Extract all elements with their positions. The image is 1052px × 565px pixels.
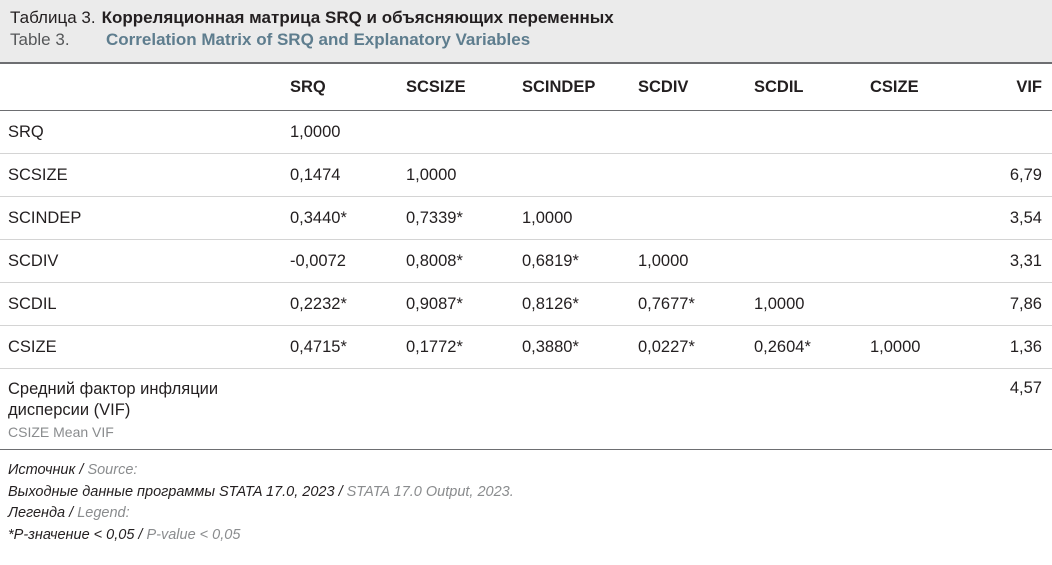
row-label: SCDIV: [0, 240, 290, 283]
cell-scdiv: 0,7677*: [638, 283, 754, 326]
column-header-rowlabel: [0, 63, 290, 111]
table-row: [0, 111, 1052, 154]
cell-scdil: [754, 240, 870, 283]
column-header-srq: SRQ: [290, 63, 406, 111]
cell-vif: 3,54: [986, 197, 1052, 240]
cell-scdil: [754, 154, 870, 197]
row-label: SCSIZE: [0, 154, 290, 197]
note-pvalue-ru: *P-значение < 0,05 /: [8, 526, 147, 543]
note-source-detail-en: STATA 17.0 Output, 2023.: [346, 483, 514, 500]
correlation-matrix-table: [0, 62, 1052, 450]
cell-scsize: 0,7339*: [406, 197, 522, 240]
cell-scindep: 0,3880*: [522, 326, 638, 369]
cell-scdiv: 1,0000: [638, 240, 754, 283]
cell-scsize: 0,8008*: [406, 240, 522, 283]
cell-vif: 3,31: [986, 240, 1052, 283]
note-source-detail-ru: Выходные данные программы STATA 17.0, 2023 /: [8, 483, 347, 500]
summary-empty-3: [522, 369, 638, 450]
cell-scsize: 1,0000: [406, 154, 522, 197]
cell-scindep: 0,6819*: [522, 240, 638, 283]
row-label: CSIZE: [0, 326, 290, 369]
cell-scsize: 0,9087*: [406, 283, 522, 326]
note-pvalue: [8, 525, 1044, 547]
cell-csize: [870, 197, 986, 240]
note-pvalue-en: P-value < 0,05: [146, 526, 241, 543]
table-row: [0, 154, 1052, 197]
cell-scindep: [522, 154, 638, 197]
row-label: SCINDEP: [0, 197, 290, 240]
table-notes: [0, 450, 1052, 546]
caption-label-en: Table 3.: [10, 30, 70, 49]
cell-srq: 1,0000: [290, 111, 406, 154]
summary-empty-1: [290, 369, 406, 450]
row-label: SRQ: [0, 111, 290, 154]
cell-srq: 0,3440*: [290, 197, 406, 240]
column-header-csize: CSIZE: [870, 63, 986, 111]
cell-vif: 6,79: [986, 154, 1052, 197]
summary-label-en: CSIZE Mean VIF: [8, 424, 114, 440]
cell-csize: [870, 111, 986, 154]
cell-vif: 1,36: [986, 326, 1052, 369]
table-caption: [0, 0, 1052, 62]
table-row: [0, 240, 1052, 283]
cell-scdil: [754, 197, 870, 240]
cell-scdiv: [638, 154, 754, 197]
cell-scdiv: [638, 197, 754, 240]
cell-vif: [986, 111, 1052, 154]
cell-csize: [870, 240, 986, 283]
header-row: [0, 63, 1052, 111]
column-header-scdiv: SCDIV: [638, 63, 754, 111]
table-row: [0, 283, 1052, 326]
column-header-scsize: SCSIZE: [406, 63, 522, 111]
summary-label-ru: Средний фактор инфляции дисперсии (VIF): [8, 380, 219, 419]
cell-srq: 0,2232*: [290, 283, 406, 326]
cell-csize: [870, 154, 986, 197]
summary-empty-2: [406, 369, 522, 450]
note-source-detail: [8, 482, 1044, 504]
table-header: [0, 63, 1052, 111]
caption-title-ru: Корреляционная матрица SRQ и объясняющих переменных: [101, 8, 614, 27]
caption-title-en: Correlation Matrix of SRQ and Explanatory Variables: [106, 30, 531, 49]
cell-srq: -0,0072: [290, 240, 406, 283]
note-source-en: Source:: [87, 462, 138, 478]
note-legend-en: Legend:: [77, 505, 130, 521]
cell-vif: 7,86: [986, 283, 1052, 326]
cell-csize: [870, 283, 986, 326]
summary-empty-6: [870, 369, 986, 450]
summary-row: [0, 369, 1052, 450]
summary-empty-4: [638, 369, 754, 450]
cell-scsize: 0,1772*: [406, 326, 522, 369]
cell-scdiv: 0,0227*: [638, 326, 754, 369]
summary-empty-5: [754, 369, 870, 450]
cell-srq: 0,4715*: [290, 326, 406, 369]
cell-scdiv: [638, 111, 754, 154]
column-header-scdil: SCDIL: [754, 63, 870, 111]
note-source: [8, 460, 1044, 482]
summary-label-cell: [0, 369, 290, 450]
cell-scindep: 1,0000: [522, 197, 638, 240]
note-legend-ru: Легенда /: [8, 505, 78, 521]
table-row: [0, 326, 1052, 369]
cell-scdil: 0,2604*: [754, 326, 870, 369]
caption-label-ru: Таблица 3.: [10, 8, 96, 27]
note-legend: [8, 503, 1044, 525]
column-header-vif: VIF: [986, 63, 1052, 111]
row-label: SCDIL: [0, 283, 290, 326]
cell-srq: 0,1474: [290, 154, 406, 197]
cell-scindep: 0,8126*: [522, 283, 638, 326]
cell-scindep: [522, 111, 638, 154]
note-source-ru: Источник /: [8, 462, 88, 478]
cell-csize: 1,0000: [870, 326, 986, 369]
caption-russian: [10, 8, 1042, 28]
column-header-scindep: SCINDEP: [522, 63, 638, 111]
table-body: [0, 111, 1052, 450]
caption-english: [10, 30, 1042, 50]
cell-scsize: [406, 111, 522, 154]
cell-scdil: [754, 111, 870, 154]
table-row: [0, 197, 1052, 240]
cell-scdil: 1,0000: [754, 283, 870, 326]
summary-mean-vif: 4,57: [986, 369, 1052, 450]
